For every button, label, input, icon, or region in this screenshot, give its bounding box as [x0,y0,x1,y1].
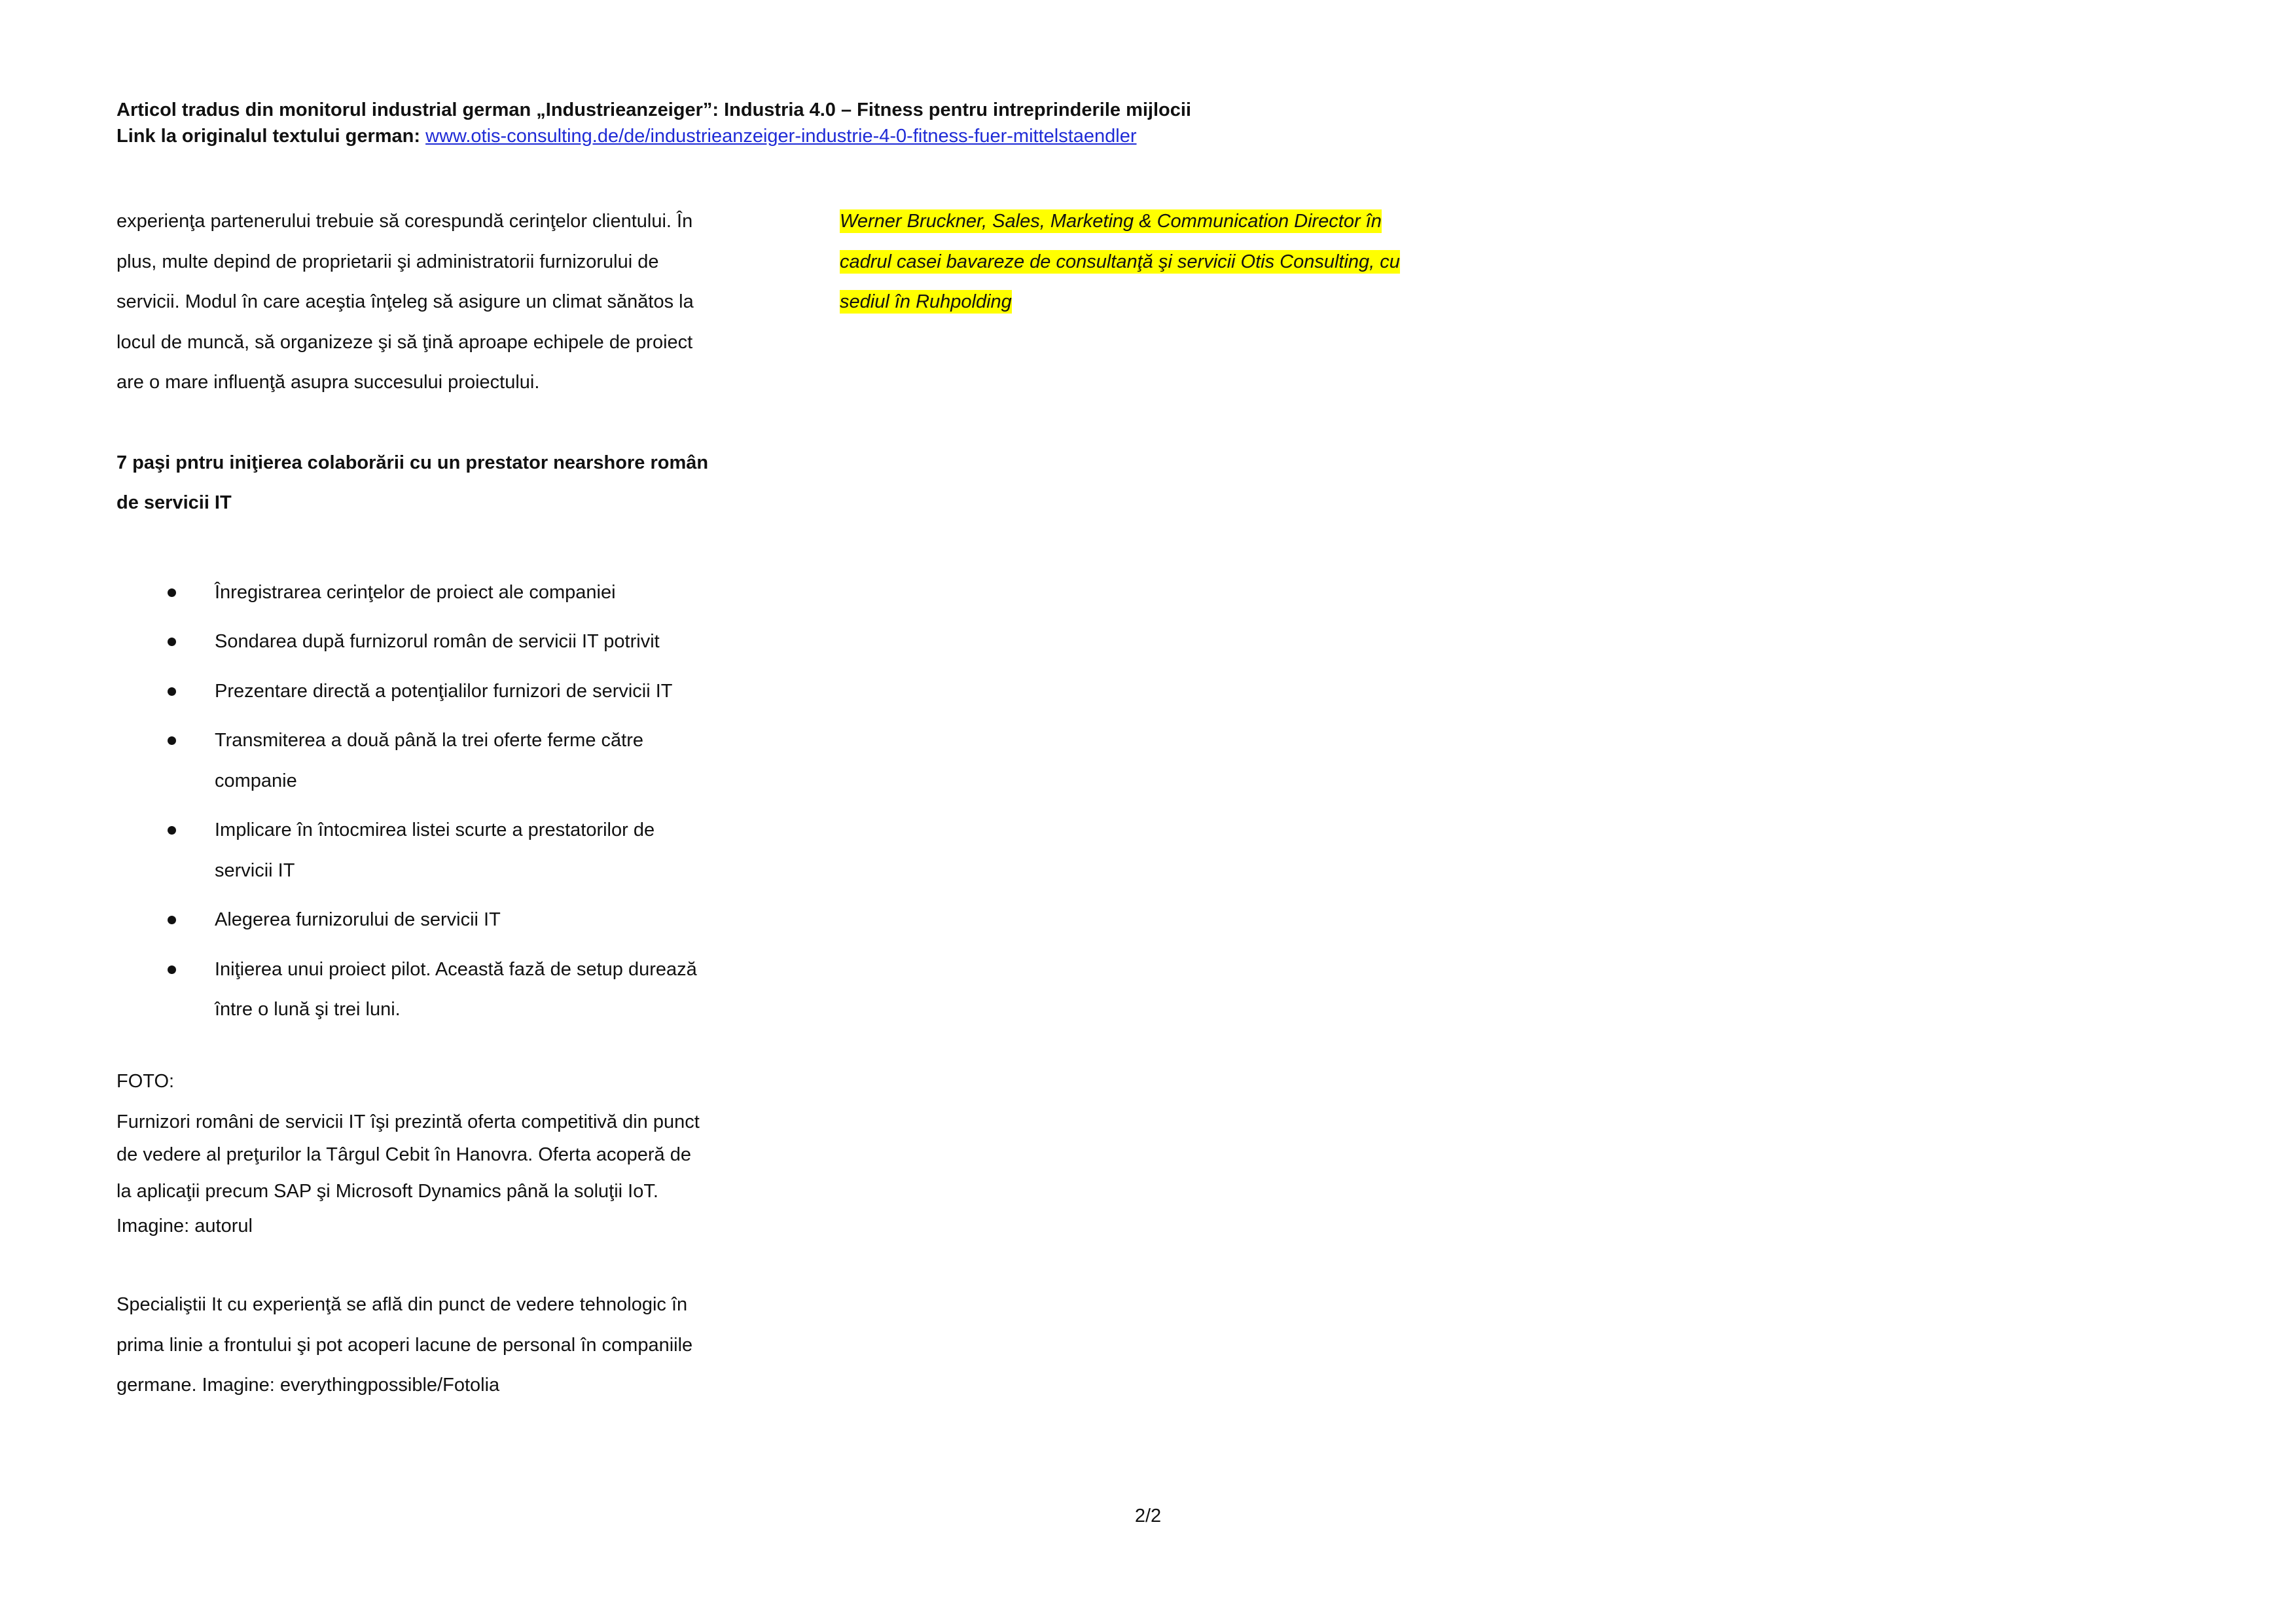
caption-line: la aplicaţii precum SAP şi Microsoft Dynamics până la soluţii IoT. [117,1181,658,1202]
intro-line: experienţa partenerului trebuie să corespundă cerinţelor clientului. În [117,211,693,232]
author-note-line: cadrul casei bavareze de consultanţă şi servicii Otis Consulting, cu [840,251,1400,272]
bullet-icon [168,736,176,745]
intro-line: plus, multe depind de proprietarii şi administratorii furnizorului de [117,251,659,272]
bullet-icon [168,687,176,696]
list-item: Iniţierea unui proiect pilot. Această fază de setup durează între o lună şi trei luni. [117,950,745,1030]
intro-line: are o mare influenţă asupra succesului proiectului. [117,372,540,393]
caption-line: Specialiştii It cu experienţă se află din punct de vedere tehnologic în [117,1294,688,1315]
author-note-line: sediul în Ruhpolding [840,291,1012,312]
link-label: Link la originalul textului german: [117,126,421,147]
caption-line: Furnizori români de servicii IT îşi prezintă oferta competitivă din punct [117,1111,700,1132]
list-item: Transmiterea a două până la trei oferte ferme către companie [117,721,745,801]
caption-line: prima linie a frontului şi pot acoperi lacune de personal în companiile [117,1334,693,1356]
author-note [840,202,1468,323]
original-link-line [117,123,1687,149]
photo-caption [117,1068,745,1245]
page-number: 2/2 [1134,1506,1162,1526]
section-heading [117,443,745,524]
list-item: Sondarea după furnizorul român de servicii IT potrivit [117,622,745,662]
article-title: Articol tradus din monitorul industrial german „Industrieanzeiger”: Industria 4.0 – Fitness pentru intreprinderile mijlocii [117,99,1191,120]
bullet-icon [168,965,176,974]
bullet-icon [168,916,176,924]
caption-line: de vedere al preţurilor la Târgul Cebit în Hanovra. Oferta acoperă de [117,1144,692,1165]
intro-line: locul de muncă, să organizeze şi să ţină aproape echipele de proiect [117,331,693,353]
steps-list [117,573,745,1030]
section-heading-line: 7 paşi pntru iniţierea colaborării cu un prestator nearshore român [117,452,709,473]
author-note-line: Werner Bruckner, Sales, Marketing & Communication Director în [840,211,1382,232]
left-column [117,202,745,1406]
list-item: Înregistrarea cerinţelor de proiect ale companiei [117,573,745,613]
photo-label: FOTO: [117,1070,175,1092]
caption-line: germane. Imagine: everythingpossible/Fotolia [117,1375,500,1396]
list-item: Implicare în întocmirea listei scurte a prestatorilor de servicii IT [117,810,745,891]
document-header [117,97,1687,149]
bullet-icon [168,826,176,835]
specialists-caption [117,1285,745,1406]
bullet-icon [168,588,176,597]
section-heading-line: de servicii IT [117,492,232,513]
original-article-link[interactable]: www.otis-consulting.de/de/industrieanzeiger-industrie-4-0-fitness-fuer-mittelstaendler [425,126,1137,147]
list-item: Alegerea furnizorului de servicii IT [117,900,745,941]
list-item: Prezentare directă a potenţialilor furnizori de servicii IT [117,672,745,712]
intro-line: servicii. Modul în care aceştia înţeleg să asigure un climat sănătos la [117,291,694,312]
intro-paragraph [117,202,745,403]
bullet-icon [168,638,176,646]
caption-line: Imagine: autorul [117,1216,253,1236]
